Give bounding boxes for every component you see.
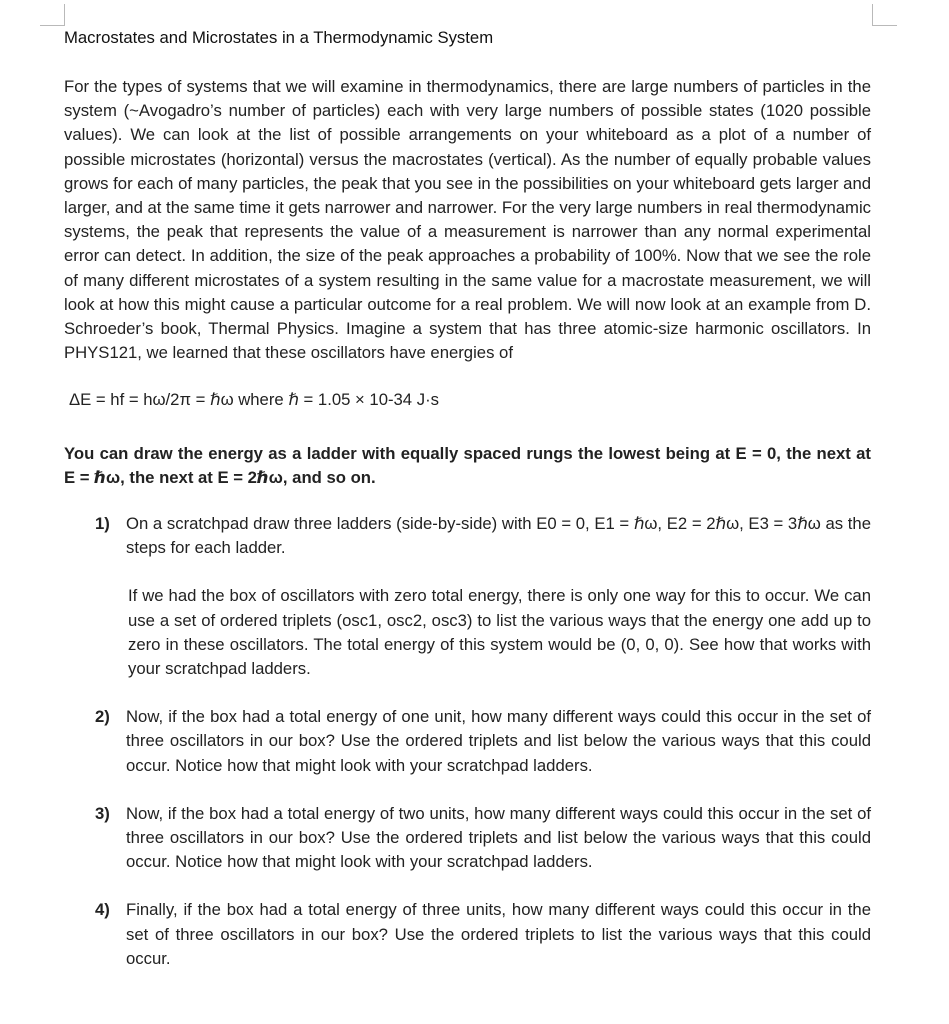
question-number: 3): [95, 803, 110, 823]
question-followup: If we had the box of oscillators with zero total energy, there is only one way for this to occur. We can use a set of ordered triplets (osc1, osc2, osc3) to list the various ways that the energy one add up to zero in these oscillators. The total energy of this system would be (0, 0, 0). See how that works with your scratchpad ladders.: [128, 586, 871, 679]
page-corner-mark-top-right: [872, 4, 897, 26]
question-text: Now, if the box had a total energy of one unit, how many different ways could this occur in the set of three oscillators in our box? Use the ordered triplets and list below the various ways that this could occur. Notice how that might look with your scratchpad ladders.: [126, 707, 871, 775]
question-text: Finally, if the box had a total energy of three units, how many different ways could this occur in the set of three oscillators in our box? Use the ordered triplets to list the various ways that this could occur.: [126, 900, 871, 968]
question-4: [64, 898, 871, 971]
question-text: On a scratchpad draw three ladders (side-by-side) with E0 = 0, E1 = ℏω, E2 = 2ℏω, E3 = 3ℏω as the steps for each ladder.: [126, 514, 871, 558]
question-number: 4): [95, 900, 110, 920]
question-1: [64, 512, 871, 681]
question-text: Now, if the box had a total energy of two units, how many different ways could this occur in the set of three oscillators in our box? Use the ordered triplets and list below the various ways that this could occur. Notice how that might look with your scratchpad ladders.: [126, 803, 871, 872]
ladder-note: You can draw the energy as a ladder with equally spaced rungs the lowest being at E = 0, the next at E = ℏω, the next at E = 2ℏω, and so on.: [64, 443, 871, 487]
intro-paragraph: For the types of systems that we will examine in thermodynamics, there are large numbers of particles in the system (~Avogadro’s number of particles) each with very large numbers of possible states (1020 possible values). We can look at the list of possible arrangements on your whiteboard as a plot of a number of possible microstates (horizontal) versus the macrostates (vertical). As the number of equally probable values grows for each of many particles, the peak that you see in the possibilities on your whiteboard gets larger and larger, and at the same time it gets narrower and narrower. For the very large numbers in real thermodynamic systems, the peak that represents the value of a measurement is narrower than any normal experimental error can detect. In addition, the size of the peak approaches a probability of 100%. Now that we see the role of many different microstates of a system resulting in the same value for a macrostate measurement, we will look at how this might cause a particular outcome for a real problem. We will now look at an example from D. Schroeder’s book, Thermal Physics. Imagine a system that has three atomic-size harmonic oscillators. In PHYS121, we learned that these oscillators have energies of: [64, 77, 872, 363]
question-3: [64, 802, 871, 875]
question-list: [64, 512, 871, 971]
document-title: Macrostates and Microstates in a Thermodynamic System: [64, 28, 494, 47]
energy-formula: ΔE = hf = hω/2π = ℏω where ℏ = 1.05 × 10-34 J·s: [69, 390, 439, 410]
document-page: [64, 26, 871, 995]
question-number: 2): [95, 707, 110, 727]
page-corner-mark-top-left: [40, 4, 65, 26]
question-2: [64, 705, 871, 778]
question-number: 1): [95, 514, 110, 534]
